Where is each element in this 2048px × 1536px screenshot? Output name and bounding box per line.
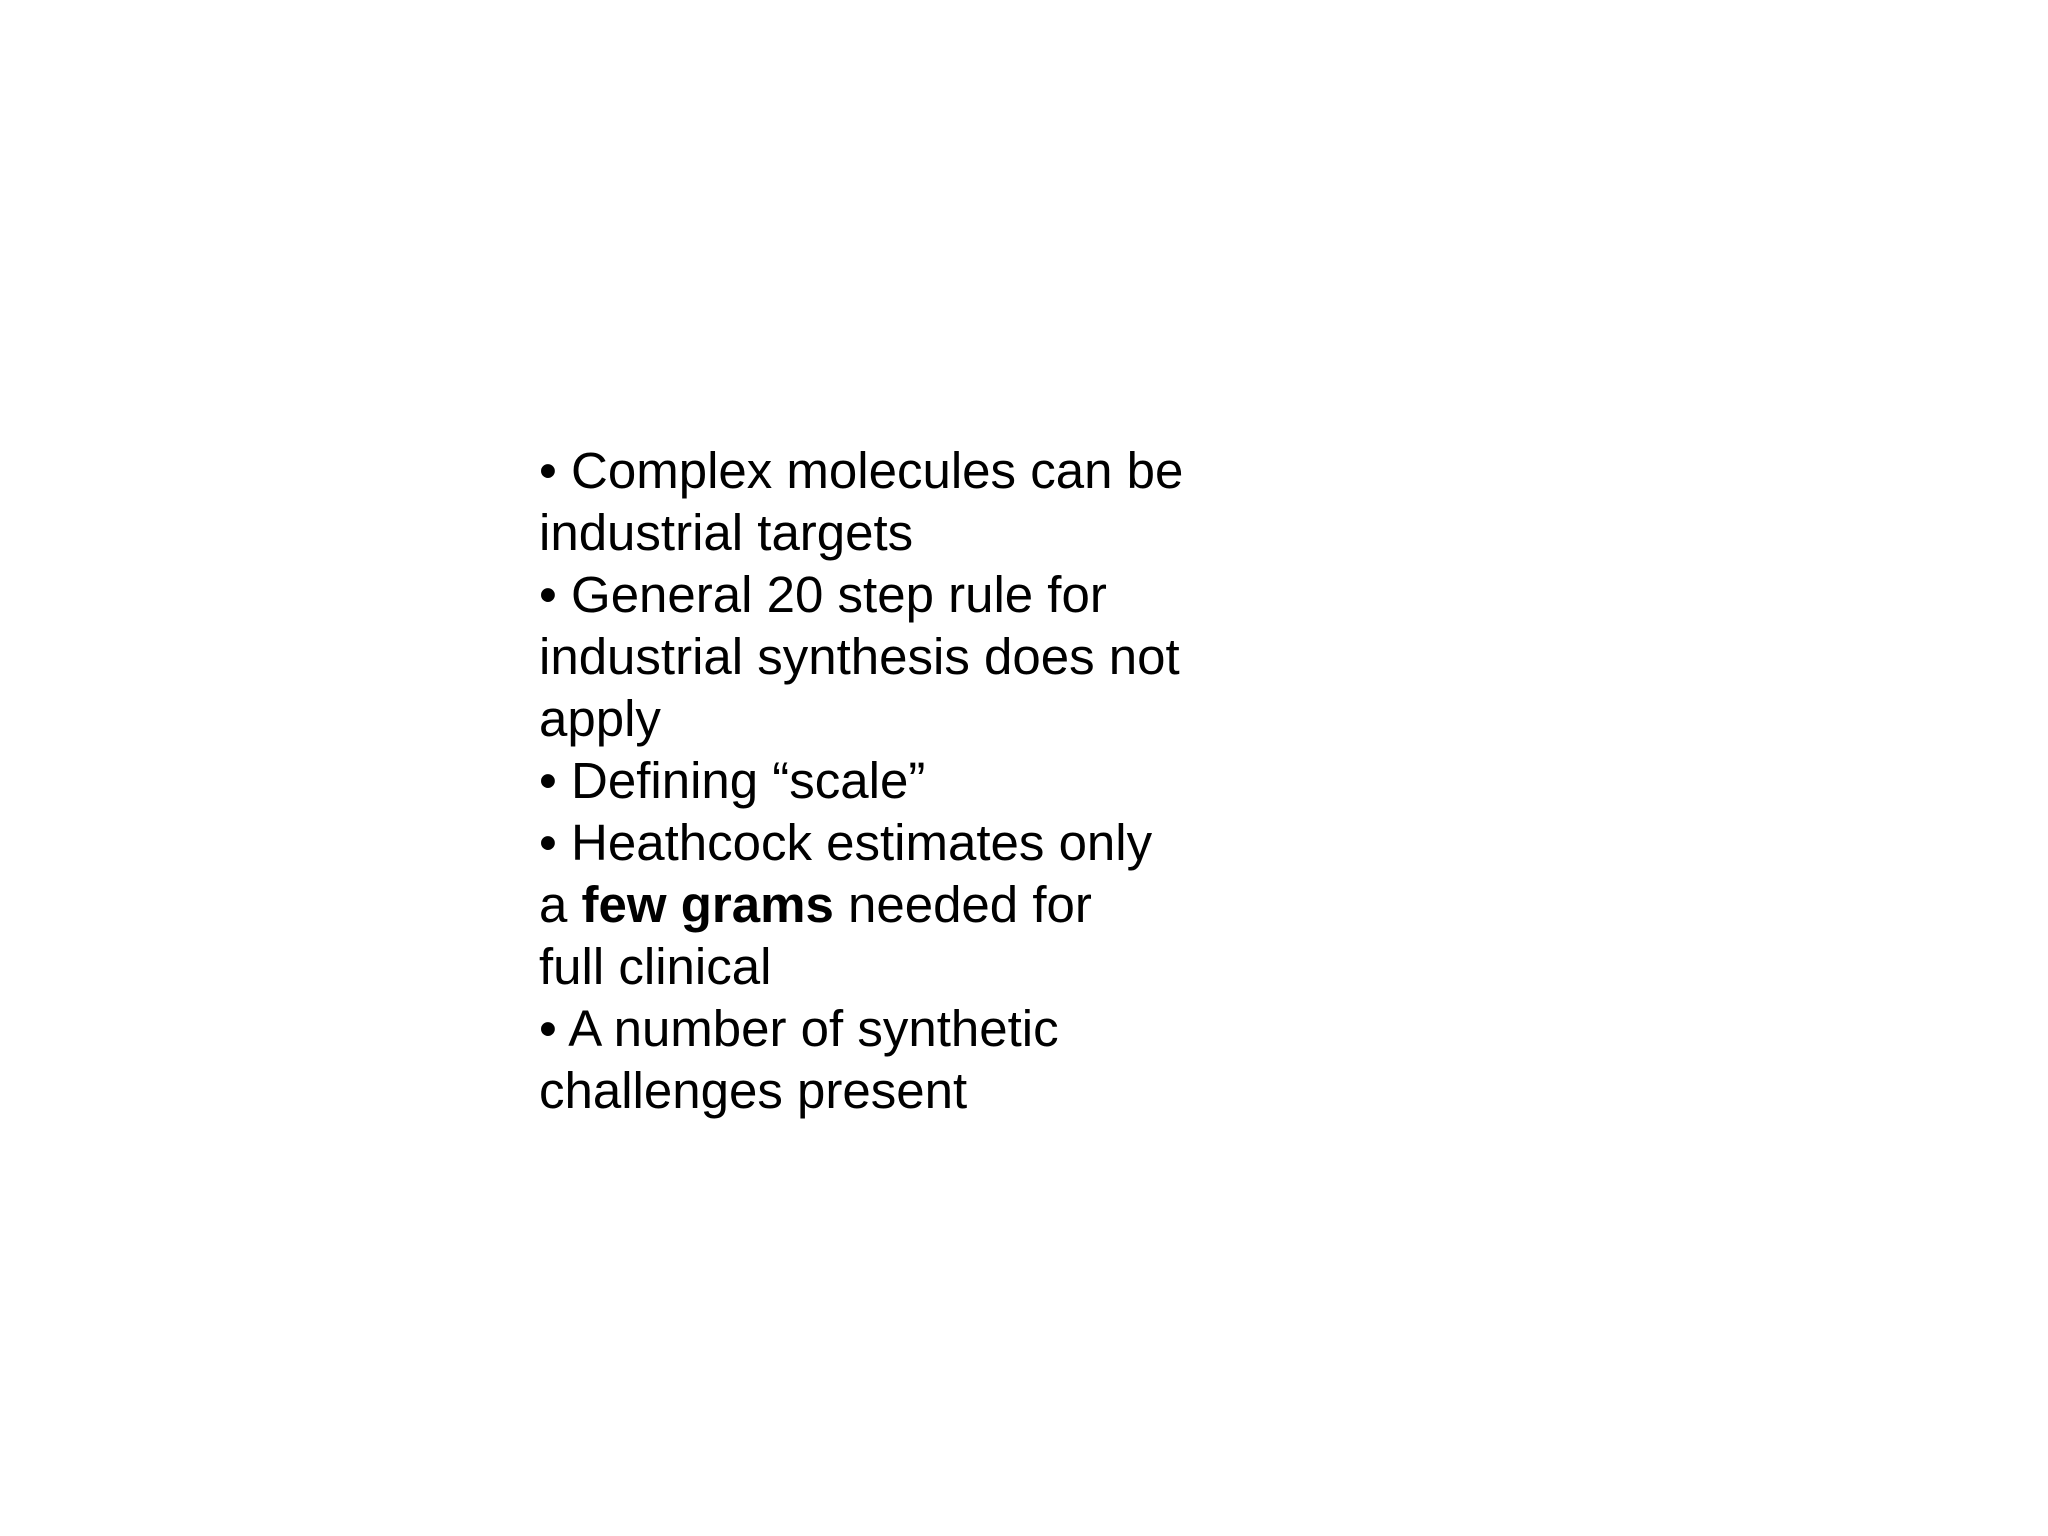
text-line-6: • Defining “scale” — [539, 752, 926, 809]
text-line-9: full clinical — [539, 938, 772, 995]
text-line-10: • A number of synthetic — [539, 1000, 1059, 1057]
text-line-7: • Heathcock estimates only — [539, 814, 1153, 871]
text-line-1: • Complex molecules can be — [539, 442, 1184, 499]
bullet-text-block — [539, 440, 1259, 1122]
text-line-8 — [539, 874, 1259, 936]
text-line-3: • General 20 step rule for — [539, 566, 1107, 623]
text-line-8-after: needed for — [833, 876, 1092, 933]
text-line-5: apply — [539, 690, 661, 747]
emphasis-few-grams: few grams — [581, 876, 834, 933]
text-line-11: challenges present — [539, 1062, 968, 1119]
text-line-2: industrial targets — [539, 504, 914, 561]
text-line-4: industrial synthesis does not — [539, 628, 1180, 685]
text-line-8-before: a — [539, 876, 582, 933]
